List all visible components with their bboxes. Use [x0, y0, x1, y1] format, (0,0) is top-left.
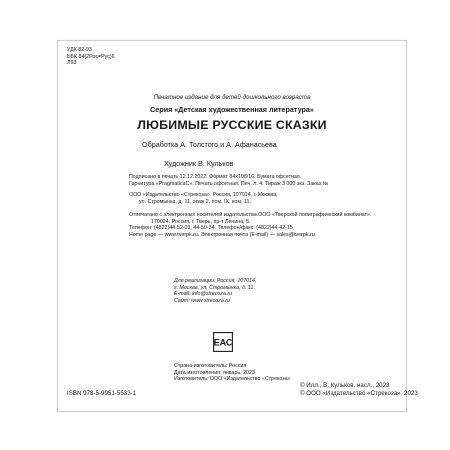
print-details: [129, 174, 328, 187]
origin-info-line: Дата изготовления: январь, 2023: [174, 369, 255, 376]
imprint-page: [57, 40, 418, 412]
copyright-block: [300, 382, 418, 397]
sales-info-line: Для реализации: Россия, 107014,: [174, 278, 257, 284]
udk-code: УДК 82-93: [67, 47, 92, 53]
eac-mark-text: EAC: [213, 337, 233, 348]
series-line: Серия «Детская художественная литература»: [150, 105, 314, 114]
origin-info-line: Страна-изготовитель: Россия: [174, 363, 247, 369]
copyright-line: © Илл., В. Кульков, насл., 2023: [300, 382, 390, 389]
eac-certification-mark: [213, 332, 233, 352]
print-details-line: Гарнитура «PragmaticaC». Печать офсетная. Печ. л. 4. Тираж 3 000 экз. Заказ №: [129, 180, 329, 187]
sales-info: [174, 278, 256, 304]
publisher-address-line: ООО «Издательство «Стрекоза». Россия, 107014, г. Москва,: [129, 192, 278, 198]
printer-info-line: Home page — www.tverpk.ru. Электронная почта (E-mail) — sales@tverpk.ru: [129, 231, 315, 238]
bbk-code: ББК 84(2Рос=Рус)6: [67, 53, 115, 60]
isbn: ISBN 978-5-9951-5533-1: [67, 390, 137, 397]
book-title: ЛЮБИМЫЕ РУССКИЕ СКАЗКИ: [137, 118, 327, 132]
sales-info-line: E-mail: info@strecoza.ru: [174, 291, 233, 298]
printer-info-line: Телефон: (4822)44-52-03, 44-50-34. Телефон/факс: (4822)44-42-15: [129, 225, 293, 232]
classification-block: [67, 47, 115, 67]
sales-info-line: г. Москва, ул. Стромынка, д. 11.: [174, 284, 255, 291]
author-mark: Л93: [67, 60, 77, 67]
edition-note: Печатное издание для детей дошкольного возраста: [153, 94, 311, 101]
print-details-line: Подписано в печать 12.12.2022. Формат 84х108/16. Бумага офсетная.: [129, 174, 302, 180]
origin-info: [174, 363, 291, 383]
sales-info-line: Сайт: www.strecoza.ru: [174, 297, 230, 304]
origin-info-line: Изготовитель: ООО «Издательство «Стрекоза»: [174, 376, 291, 383]
publisher-address: [129, 192, 277, 205]
printer-info-line: Отпечатано с электронных носителей издательства ООО «Тверской полиграфический комбинат».: [129, 212, 372, 218]
printer-info-line: 170024, Россия, г. Тверь, пр-т Ленина, 5.: [151, 218, 251, 225]
publisher-address-line: ул. Стромынка, д. 11, этаж 2, пом. IX, ком. 11.: [139, 198, 251, 205]
illustrator-credit: Художник В. Кульков: [164, 159, 234, 168]
adaptation-credit: Обработка А. Толстого и А. Афанасьева: [142, 140, 277, 149]
copyright-line: © ООО «Издательство «Стрекоза», 2023: [300, 389, 418, 397]
printer-info: [129, 212, 371, 238]
